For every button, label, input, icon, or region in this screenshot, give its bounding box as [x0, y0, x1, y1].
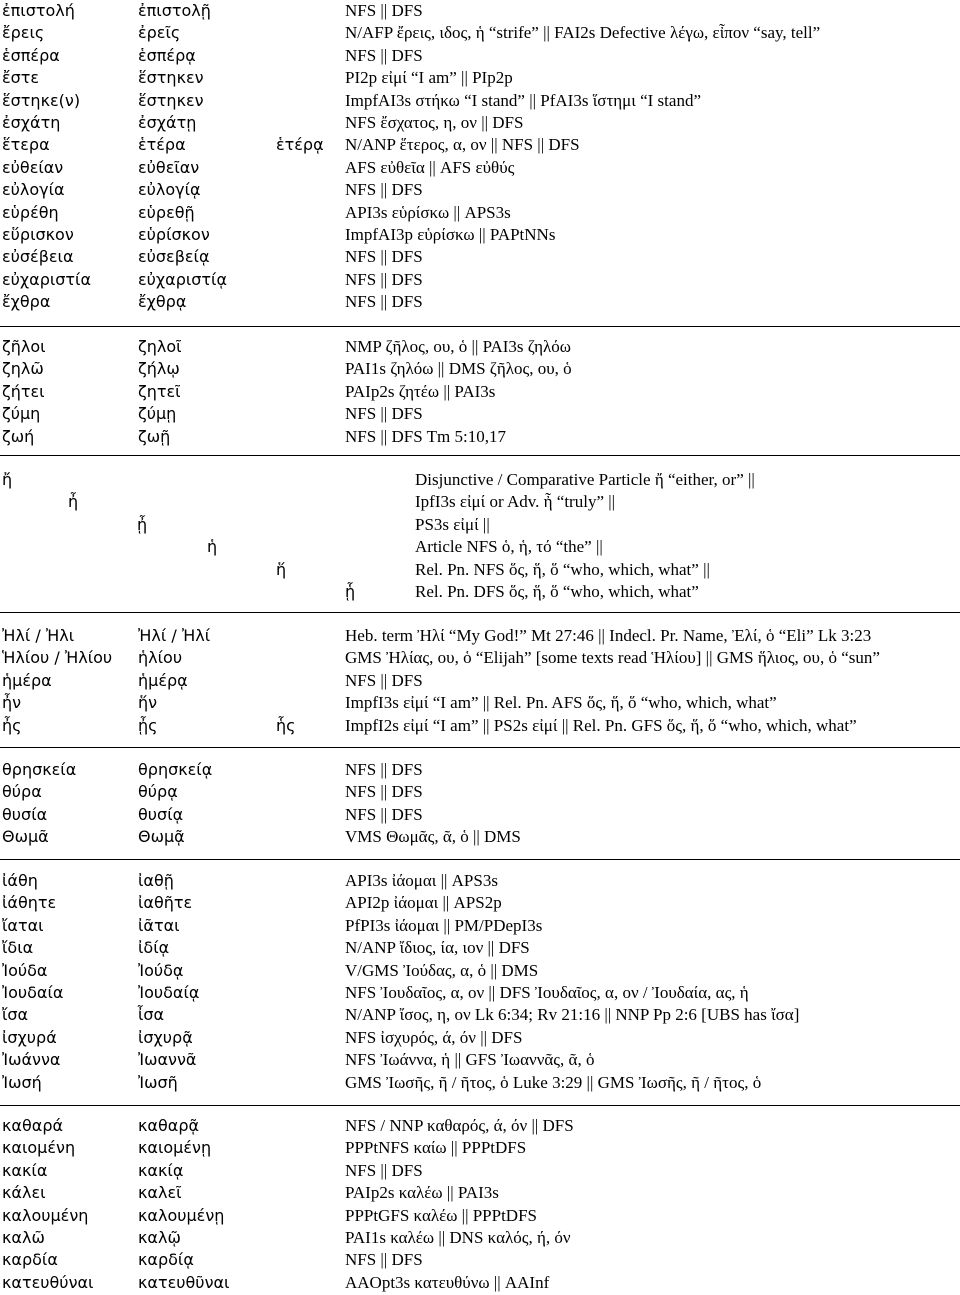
- form-col3: ἧς: [276, 715, 296, 735]
- group-theta: [0, 759, 960, 849]
- form-col1: ἴδια: [2, 938, 34, 958]
- list-item: [0, 22, 960, 44]
- form-col2: ἑτέρα: [138, 135, 186, 155]
- form-col2: θρησκείᾳ: [138, 760, 213, 779]
- form-col1: ἔστε: [2, 68, 40, 88]
- form-col1: Ἰουδαία: [2, 982, 64, 1002]
- eta-parsing-3: PS3s εἰμί ||: [415, 514, 490, 534]
- divider: [0, 326, 960, 327]
- list-item: [0, 269, 960, 291]
- list-item: [0, 1027, 960, 1049]
- parsing: API3s ἰάομαι || APS3s: [345, 871, 498, 890]
- form-col1: Ἡλίου / Ἠλίου: [2, 648, 113, 668]
- form-col2: Ἰούδᾳ: [138, 960, 184, 980]
- form-col1: εὐσέβεια: [2, 247, 74, 267]
- list-item: [0, 134, 960, 156]
- form-col2: ζύμῃ: [138, 404, 177, 424]
- form-col1: καλῶ: [2, 1227, 45, 1247]
- form-col1: ἦς: [2, 715, 22, 735]
- parsing: ImpfI3s εἰμί “I am” || Rel. Pn. AFS ὅς, ἥ, ὅ “who, which, what”: [345, 693, 777, 713]
- form-col1: εὐθείαν: [2, 157, 64, 177]
- parsing: PAIp2s ζητέω || PAI3s: [345, 381, 496, 401]
- group-eta-names: [0, 625, 960, 737]
- eta-form-6: ᾗ: [345, 582, 356, 601]
- form-col2: εὐλογίᾳ: [138, 180, 201, 200]
- form-col1: ἔρεις: [2, 23, 45, 43]
- parsing: PAI1s ζηλόω || DMS ζῆλος, ου, ὁ: [345, 359, 572, 379]
- form-col1: ἔχθρα: [2, 292, 51, 312]
- form-col1: καιομένη: [2, 1138, 76, 1158]
- parsing: PPPtGFS καλέω || PPPtDFS: [345, 1205, 537, 1225]
- parsing: NFS || DFS: [345, 1250, 423, 1270]
- form-col2: θυσίᾳ: [138, 804, 184, 824]
- eta-form-4: ἡ: [207, 537, 218, 557]
- parsing: NFS || DFS: [345, 1, 423, 20]
- divider: [0, 859, 960, 860]
- form-col2: ἐρεῖς: [138, 23, 181, 43]
- eta-form-3: ᾖ: [137, 514, 148, 534]
- form-col2: θύρᾳ: [138, 782, 178, 802]
- parsing: NFS || DFS: [345, 804, 423, 824]
- parsing: NFS Ἰουδαῖος, α, ον || DFS Ἰουδαῖος, α, ον / Ἰουδαία, ας, ἡ: [345, 982, 749, 1002]
- list-item: [0, 892, 960, 914]
- form-col1: εὑρέθη: [2, 202, 59, 222]
- form-col1: ἐπιστολή: [2, 1, 75, 20]
- form-col1: ἴσα: [2, 1005, 29, 1025]
- form-col2: ἰδίᾳ: [138, 938, 170, 958]
- list-item: [0, 179, 960, 201]
- list-item: [0, 1249, 960, 1271]
- list-item: [0, 1137, 960, 1159]
- parsing: NFS ἰσχυρός, ά, όν || DFS: [345, 1027, 523, 1047]
- list-item: [0, 781, 960, 803]
- divider: [0, 1105, 960, 1106]
- form-col2: καιομένῃ: [138, 1138, 212, 1158]
- parsing: NFS / NNP καθαρός, ά, όν || DFS: [345, 1116, 574, 1135]
- form-col2: ζωῇ: [138, 426, 171, 446]
- parsing: PAIp2s καλέω || PAI3s: [345, 1183, 499, 1203]
- form-col2: ἑσπέρᾳ: [138, 45, 196, 65]
- form-col2: ζηλοῖ: [138, 337, 182, 356]
- parsing: NFS || DFS: [345, 670, 423, 690]
- form-col2: καρδίᾳ: [138, 1250, 194, 1270]
- list-item: [0, 336, 960, 358]
- list-item: [0, 1272, 960, 1294]
- parsing: NFS || DFS: [345, 1160, 423, 1180]
- form-col2: ἔχθρᾳ: [138, 292, 187, 312]
- list-item: [0, 759, 960, 781]
- parsing: ImpfI2s εἰμί “I am” || PS2s εἰμί || Rel. Pn. GFS ὅς, ἥ, ὅ “who, which, what”: [345, 715, 857, 735]
- form-col1: καλουμένη: [2, 1205, 89, 1225]
- parsing: NFS || DFS: [345, 760, 423, 779]
- list-item: [0, 291, 960, 313]
- parsing: NFS ἔσχατος, η, ον || DFS: [345, 112, 524, 132]
- parsing: NFS || DFS: [345, 45, 423, 65]
- parsing: AFS εὐθεῖα || AFS εὐθύς: [345, 157, 515, 177]
- form-col2: ἰαθῆτε: [138, 893, 193, 913]
- list-item: [0, 937, 960, 959]
- list-item: [0, 915, 960, 937]
- list-item: [0, 381, 960, 403]
- form-col2: εὐθεῖαν: [138, 157, 200, 177]
- form-col2: εὐχαριστίᾳ: [138, 269, 227, 289]
- form-col1: Ἰούδα: [2, 960, 48, 980]
- list-item: [0, 1160, 960, 1182]
- list-item: [0, 403, 960, 425]
- form-col1: καρδία: [2, 1250, 58, 1270]
- eta-form-1: ἤ: [2, 470, 13, 489]
- form-col2: Ἰωαννᾶ: [138, 1050, 197, 1070]
- list-item: [0, 112, 960, 134]
- parsing: GMS Ἠλίας, ου, ὁ “Elijah” [some texts read Ἡλίου] || GMS ἥλιος, ου, ὁ “sun”: [345, 648, 880, 668]
- form-col1: Ἠλί / Ἠλι: [2, 626, 75, 645]
- form-col2: ζήλῳ: [138, 359, 180, 379]
- parsing: V/GMS Ἰούδας, α, ὁ || DMS: [345, 960, 539, 980]
- form-col1: ἰάθη: [2, 871, 38, 890]
- list-item: [0, 1227, 960, 1249]
- form-col1: ἰάθητε: [2, 893, 57, 913]
- parsing: AAOpt3s κατευθύνω || AAInf: [345, 1272, 550, 1292]
- form-col1: εὐλογία: [2, 180, 65, 200]
- parsing: NFS || DFS: [345, 269, 423, 289]
- form-col2: ἥν: [138, 693, 158, 713]
- form-col2: ἰᾶται: [138, 915, 180, 935]
- list-item: [0, 90, 960, 112]
- parsing: NFS || DFS: [345, 247, 423, 267]
- parsing: N/ANP ἴδιος, ία, ιον || DFS: [345, 938, 530, 958]
- list-item: [0, 426, 960, 448]
- list-item: [0, 246, 960, 268]
- form-col1: Ἰωάννα: [2, 1050, 61, 1070]
- form-col1: ἡμέρα: [2, 670, 52, 690]
- list-item: [0, 0, 960, 22]
- eta-form-2: ἦ: [68, 492, 79, 512]
- form-col2: κακίᾳ: [138, 1160, 184, 1180]
- parsing: API3s εὑρίσκω || APS3s: [345, 202, 511, 222]
- form-col1: Ἰωσή: [2, 1072, 42, 1092]
- parsing: PI2p εἰμί “I am” || PIp2p: [345, 68, 513, 88]
- list-item: [0, 67, 960, 89]
- list-item: [0, 982, 960, 1004]
- parsing: PfPI3s ἰάομαι || PM/PDepI3s: [345, 915, 543, 935]
- parsing: NMP ζῆλος, ου, ὁ || PAI3s ζηλόω: [345, 337, 571, 356]
- form-col2: κατευθῦναι: [138, 1272, 230, 1292]
- form-col1: Θωμᾶ: [2, 827, 49, 847]
- form-col2: Ἰουδαίᾳ: [138, 982, 200, 1002]
- list-item: [0, 715, 960, 737]
- form-col1: ζῆλοι: [2, 337, 46, 356]
- list-item: [0, 1004, 960, 1026]
- form-col2: Ἰωσῆ: [138, 1072, 178, 1092]
- list-item: [0, 647, 960, 669]
- form-col2: ἕστηκεν: [138, 68, 204, 88]
- list-item: [0, 1115, 960, 1137]
- form-col1: ζωή: [2, 426, 35, 446]
- list-item: [0, 870, 960, 892]
- parsing: PPPtNFS καίω || PPPtDFS: [345, 1138, 527, 1158]
- form-col2: ἰσχυρᾷ: [138, 1027, 193, 1047]
- parsing: Heb. term Ἠλί “My God!” Mt 27:46 || Indecl. Pr. Name, Ἐλί, ὁ “Eli” Lk 3:23: [345, 626, 872, 645]
- parsing: NFS || DFS: [345, 180, 423, 200]
- parsing: NFS Ἰωάννα, ἡ || GFS Ἰωαννᾶς, ᾶ, ὁ: [345, 1050, 595, 1070]
- form-col2: εὑρεθῇ: [138, 202, 195, 222]
- list-item: [0, 826, 960, 848]
- form-col2: ἡμέρᾳ: [138, 670, 188, 690]
- form-col2: καθαρᾷ: [138, 1116, 200, 1135]
- list-item: [0, 1182, 960, 1204]
- form-col1: ἕτερα: [2, 135, 50, 155]
- eta-form-5: ἥ: [276, 559, 287, 579]
- form-col2: Ἠλί / Ἠλί: [138, 626, 211, 645]
- form-col1: εὕρισκον: [2, 224, 74, 244]
- form-col1: κακία: [2, 1160, 48, 1180]
- form-col1: κάλει: [2, 1183, 46, 1203]
- parsing: N/AFP ἔρεις, ιδος, ἡ “strife” || FAI2s Defective λέγω, εἶπον “say, tell”: [345, 23, 821, 43]
- form-col2: ἐσχάτῃ: [138, 112, 197, 132]
- form-col1: ἰσχυρά: [2, 1027, 57, 1047]
- form-col2: καλεῖ: [138, 1183, 182, 1203]
- form-col1: ζύμη: [2, 404, 41, 424]
- form-col1: ζήτει: [2, 381, 45, 401]
- form-col1: ἦν: [2, 693, 22, 713]
- form-col2: ζητεῖ: [138, 381, 181, 401]
- form-col1: ἑσπέρα: [2, 45, 60, 65]
- group-kappa: [0, 1115, 960, 1294]
- form-col2: καλῷ: [138, 1227, 181, 1247]
- form-col1: θυσία: [2, 804, 48, 824]
- form-col2: ἶσα: [138, 1005, 165, 1025]
- parsing: NFS || DFS: [345, 292, 423, 312]
- list-item: [0, 670, 960, 692]
- divider: [0, 612, 960, 613]
- form-col1: ἴαται: [2, 915, 44, 935]
- list-item: [0, 358, 960, 380]
- divider: [0, 455, 960, 456]
- parsing: API2p ἰάομαι || APS2p: [345, 893, 502, 913]
- form-col2: ἰαθῇ: [138, 871, 174, 890]
- form-col1: θύρα: [2, 782, 42, 802]
- eta-parsing-2: IpfI3s εἰμί or Adv. ἦ “truly” ||: [415, 492, 616, 512]
- form-col2: εὑρίσκον: [138, 224, 210, 244]
- form-col2: ἕστηκεν: [138, 90, 204, 110]
- list-item: [0, 224, 960, 246]
- list-item: [0, 692, 960, 714]
- form-col1: ἐσχάτη: [2, 112, 61, 132]
- list-item: [0, 960, 960, 982]
- group-eta: [0, 469, 960, 604]
- form-col2: εὐσεβείᾳ: [138, 247, 210, 267]
- list-item: [0, 804, 960, 826]
- list-item: [0, 202, 960, 224]
- form-col2: καλουμένῃ: [138, 1205, 225, 1225]
- form-col1: ἕστηκε(ν): [2, 90, 81, 110]
- form-col1: καθαρά: [2, 1116, 64, 1135]
- eta-parsing-6: Rel. Pn. DFS ὅς, ἥ, ὅ “who, which, what”: [415, 582, 699, 601]
- parsing: NFS || DFS: [345, 782, 423, 802]
- list-item: [0, 157, 960, 179]
- form-col2: ἡλίου: [138, 648, 183, 668]
- list-item: [0, 625, 960, 647]
- group-epsilon: [0, 0, 960, 313]
- parsing: PAI1s καλέω || DNS καλός, ή, όν: [345, 1227, 571, 1247]
- group-iota: [0, 870, 960, 1094]
- form-col2: ᾖς: [138, 715, 158, 735]
- group-zeta: [0, 336, 960, 448]
- parsing: NFS || DFS: [345, 404, 423, 424]
- divider: [0, 747, 960, 748]
- list-item: [0, 1049, 960, 1071]
- form-col1: ζηλῶ: [2, 359, 44, 379]
- parsing: VMS Θωμᾶς, ᾶ, ὁ || DMS: [345, 827, 521, 847]
- form-col1: κατευθύναι: [2, 1272, 94, 1292]
- eta-parsing-5: Rel. Pn. NFS ὅς, ἥ, ὅ “who, which, what” ||: [415, 559, 710, 579]
- parsing: GMS Ἰωσῆς, ῆ / ῆτος, ὁ Luke 3:29 || GMS Ἰωσῆς, ῆ / ῆτος, ὁ: [345, 1072, 762, 1092]
- form-col2: ἐπιστολῇ: [138, 1, 211, 20]
- parsing: ImpfAI3p εὑρίσκω || PAPtNNs: [345, 224, 556, 244]
- form-col3: ἑτέρᾳ: [276, 135, 324, 155]
- eta-parsing-1: Disjunctive / Comparative Particle ἤ “either, or” ||: [415, 470, 755, 489]
- form-col1: θρησκεία: [2, 760, 77, 779]
- list-item: [0, 1205, 960, 1227]
- parsing: N/ANP ἴσος, η, ον Lk 6:34; Rv 21:16 || NNP Pp 2:6 [UBS has ἴσα]: [345, 1005, 800, 1025]
- parsing: N/ANP ἕτερος, α, ον || NFS || DFS: [345, 135, 580, 155]
- list-item: [0, 45, 960, 67]
- parsing: NFS || DFS Tm 5:10,17: [345, 426, 506, 446]
- list-item: [0, 1072, 960, 1094]
- form-col2: Θωμᾷ: [138, 827, 185, 847]
- parsing: ImpfAI3s στήκω “I stand” || PfAI3s ἵστημι “I stand”: [345, 90, 701, 110]
- eta-parsing-4: Article NFS ὁ, ἡ, τό “the” ||: [415, 537, 603, 557]
- form-col1: εὐχαριστία: [2, 269, 91, 289]
